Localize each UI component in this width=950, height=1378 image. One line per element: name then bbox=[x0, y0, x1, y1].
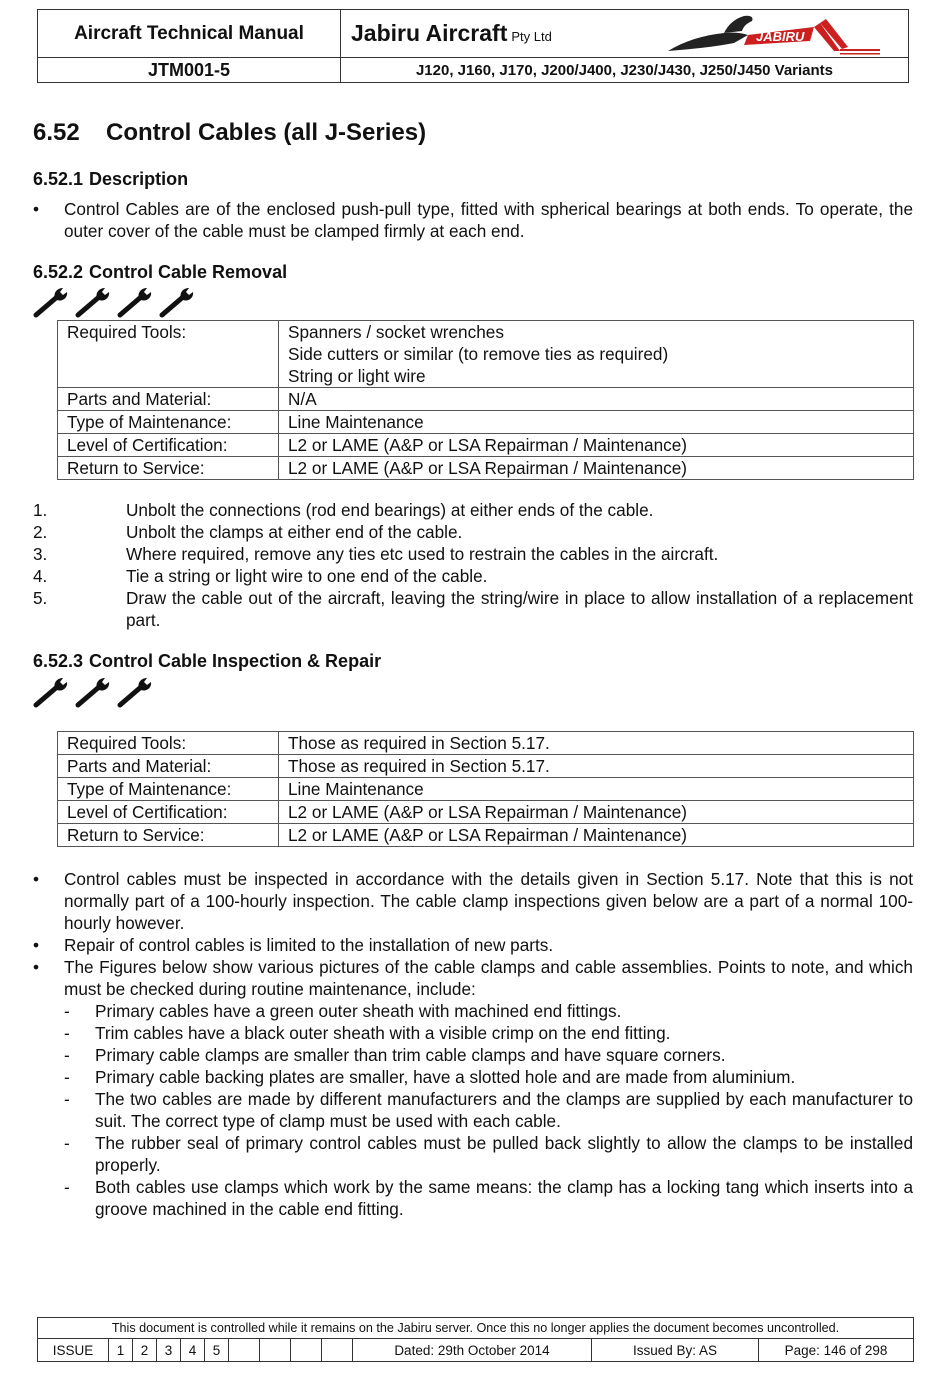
table-row bbox=[58, 824, 914, 847]
removal-info-table bbox=[57, 320, 914, 480]
company-name: Jabiru Aircraft bbox=[351, 20, 508, 46]
page-number: Page: 146 of 298 bbox=[759, 1339, 914, 1362]
table-value: Line Maintenance bbox=[279, 411, 914, 434]
table-value: Line Maintenance bbox=[279, 778, 914, 801]
description-bullets bbox=[33, 198, 913, 242]
list-item: • Control cables must be inspected in accordance with the details given in Section 5.17. Note that this is not normally part of a 100-hourly inspection. The cable clamp inspections given below are a part of a normal 100-hourly however. bbox=[33, 868, 913, 934]
step-text: Unbolt the connections (rod end bearings) at either ends of the cable. bbox=[126, 500, 654, 520]
issue-cell: 4 bbox=[181, 1339, 205, 1362]
step-number: 5. bbox=[33, 588, 48, 608]
table-row bbox=[58, 434, 914, 457]
wrench-icon bbox=[75, 675, 113, 709]
step-text: Unbolt the clamps at either end of the cable. bbox=[126, 522, 463, 542]
table-row bbox=[58, 801, 914, 824]
table-value: Those as required in Section 5.17. bbox=[279, 732, 914, 755]
section-title bbox=[33, 119, 426, 147]
list-item bbox=[33, 587, 913, 631]
inspection-info-table bbox=[57, 731, 914, 847]
removal-title: Control Cable Removal bbox=[89, 262, 288, 282]
list-item: - Primary cable clamps are smaller than trim cable clamps and have square corners. bbox=[64, 1044, 913, 1066]
issue-label: ISSUE bbox=[38, 1339, 109, 1362]
table-key: Parts and Material: bbox=[58, 388, 279, 411]
step-number: 2. bbox=[33, 522, 48, 542]
list-item: • Repair of control cables is limited to the installation of new parts. bbox=[33, 934, 913, 956]
list-item: - Both cables use clamps which work by the same means: the clamp has a locking tang which inserts into a groove machined in the cable end fitting. bbox=[64, 1176, 913, 1220]
table-key: Return to Service: bbox=[58, 824, 279, 847]
step-text: Where required, remove any ties etc used to restrain the cables in the aircraft. bbox=[126, 544, 719, 564]
inspection-title: Control Cable Inspection & Repair bbox=[89, 651, 382, 671]
company-cell bbox=[341, 10, 909, 58]
step-number: 3. bbox=[33, 544, 48, 564]
step-number: 4. bbox=[33, 566, 48, 586]
wrench-icon bbox=[159, 285, 197, 319]
description-heading bbox=[33, 169, 188, 190]
list-item bbox=[33, 543, 913, 565]
issue-cell: 3 bbox=[157, 1339, 181, 1362]
table-key: Required Tools: bbox=[58, 321, 279, 388]
table-key: Type of Maintenance: bbox=[58, 411, 279, 434]
issue-cell: 2 bbox=[133, 1339, 157, 1362]
removal-heading bbox=[33, 262, 287, 283]
description-title: Description bbox=[89, 169, 189, 189]
issue-cell bbox=[260, 1339, 291, 1362]
issued-by: Issued By: AS bbox=[592, 1339, 759, 1362]
list-item: - The rubber seal of primary control cables must be pulled back slightly to allow the clamps to be installed properly. bbox=[64, 1132, 913, 1176]
wrench-icon bbox=[33, 675, 71, 709]
step-text: Tie a string or light wire to one end of the cable. bbox=[126, 566, 488, 586]
removal-number: 6.52.2 bbox=[33, 262, 84, 282]
removal-difficulty bbox=[33, 285, 197, 321]
table-key: Required Tools: bbox=[58, 732, 279, 755]
wrench-icon bbox=[33, 285, 71, 319]
page-header bbox=[37, 9, 909, 83]
section-number: 6.52 bbox=[33, 119, 80, 146]
inspection-number: 6.52.3 bbox=[33, 651, 84, 671]
table-value-line: String or light wire bbox=[288, 366, 426, 386]
inspection-difficulty bbox=[33, 675, 155, 711]
inspection-heading bbox=[33, 651, 381, 672]
section-title-text: Control Cables (all J-Series) bbox=[106, 119, 427, 146]
table-row bbox=[58, 457, 914, 480]
wrench-icon bbox=[117, 285, 155, 319]
list-item: • Control Cables are of the enclosed push-pull type, fitted with spherical bearings at both ends. To operate, the outer cover of the cable must be clamped firmly at each end. bbox=[33, 198, 913, 242]
issue-cell bbox=[322, 1339, 353, 1362]
table-row bbox=[58, 755, 914, 778]
list-item bbox=[33, 499, 913, 521]
control-note: This document is controlled while it remains on the Jabiru server. Once this no longer applies the document becomes uncontrolled. bbox=[38, 1318, 914, 1339]
list-item: - Primary cable backing plates are smaller, have a slotted hole and are made from aluminium. bbox=[64, 1066, 913, 1088]
table-row bbox=[58, 411, 914, 434]
jabiru-logo bbox=[664, 11, 884, 57]
list-item bbox=[33, 956, 913, 1220]
removal-steps bbox=[33, 499, 913, 631]
points-list bbox=[64, 1000, 913, 1220]
issue-cell: 5 bbox=[205, 1339, 229, 1362]
list-item: - Primary cables have a green outer sheath with machined end fittings. bbox=[64, 1000, 913, 1022]
manual-title: Aircraft Technical Manual bbox=[38, 10, 341, 58]
variants: J120, J160, J170, J200/J400, J230/J430, J250/J450 Variants bbox=[341, 58, 909, 83]
list-item bbox=[33, 565, 913, 587]
dated: Dated: 29th October 2014 bbox=[353, 1339, 592, 1362]
table-value: L2 or LAME (A&P or LSA Repairman / Maintenance) bbox=[279, 824, 914, 847]
table-value: L2 or LAME (A&P or LSA Repairman / Maintenance) bbox=[279, 434, 914, 457]
table-value: L2 or LAME (A&P or LSA Repairman / Maintenance) bbox=[279, 801, 914, 824]
table-value: L2 or LAME (A&P or LSA Repairman / Maintenance) bbox=[279, 457, 914, 480]
table-key: Type of Maintenance: bbox=[58, 778, 279, 801]
table-key: Return to Service: bbox=[58, 457, 279, 480]
table-row bbox=[58, 388, 914, 411]
table-key: Level of Certification: bbox=[58, 434, 279, 457]
page-footer bbox=[37, 1317, 914, 1362]
table-value-line: Side cutters or similar (to remove ties as required) bbox=[288, 344, 669, 364]
list-item: - Trim cables have a black outer sheath with a visible crimp on the end fitting. bbox=[64, 1022, 913, 1044]
table-row bbox=[58, 778, 914, 801]
doc-number: JTM001-5 bbox=[38, 58, 341, 83]
table-value bbox=[279, 321, 914, 388]
issue-cell bbox=[229, 1339, 260, 1362]
issue-cell: 1 bbox=[109, 1339, 133, 1362]
list-item-text: The Figures below show various pictures of the cable clamps and cable assemblies. Points to note, and which must be checked during routine maintenance, include: bbox=[64, 957, 913, 999]
inspection-bullets bbox=[33, 868, 913, 1220]
wrench-icon bbox=[117, 675, 155, 709]
step-text: Draw the cable out of the aircraft, leaving the string/wire in place to allow installation of a replacement part. bbox=[126, 588, 913, 630]
wrench-icon bbox=[75, 285, 113, 319]
table-value: N/A bbox=[279, 388, 914, 411]
description-number: 6.52.1 bbox=[33, 169, 84, 189]
table-row bbox=[58, 321, 914, 388]
list-item bbox=[33, 521, 913, 543]
table-key: Parts and Material: bbox=[58, 755, 279, 778]
issue-cell bbox=[291, 1339, 322, 1362]
company-suffix: Pty Ltd bbox=[511, 29, 552, 44]
table-value: Those as required in Section 5.17. bbox=[279, 755, 914, 778]
table-key: Level of Certification: bbox=[58, 801, 279, 824]
table-value-line: Spanners / socket wrenches bbox=[288, 322, 504, 342]
table-row bbox=[58, 732, 914, 755]
step-number: 1. bbox=[33, 500, 48, 520]
list-item: - The two cables are made by different manufacturers and the clamps are supplied by each manufacturer to suit. The correct type of clamp must be used with each cable. bbox=[64, 1088, 913, 1132]
logo-text: JABIRU bbox=[756, 29, 805, 44]
